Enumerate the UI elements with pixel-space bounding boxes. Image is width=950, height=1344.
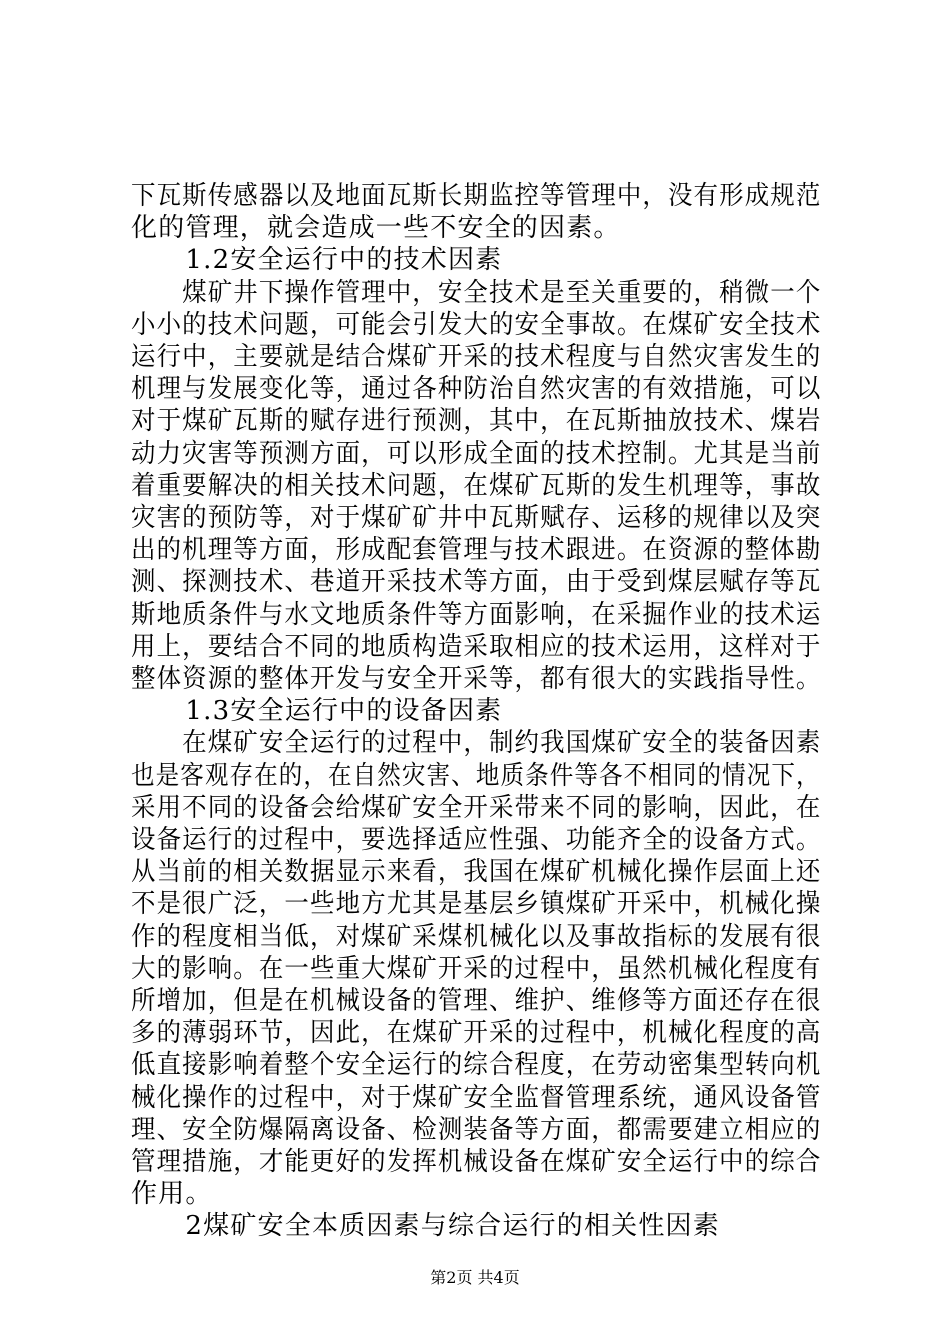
text-line: 机理与发展变化等，通过各种防治自然灾害的有效措施，可以 [131,374,822,405]
text-line: 运行中，主要就是结合煤矿开采的技术程度与自然灾害发生的 [131,342,822,372]
text-line: 也是客观存在的，在自然灾害、地质条件等各不相同的情况下， [131,760,821,791]
text-line: 所增加，但是在机械设备的管理、维护、维修等方面还存在很 [131,986,822,1016]
text-line: 管理措施，才能更好的发挥机械设备在煤矿安全运行中的综合 [131,1147,822,1177]
text-line: 斯地质条件与水文地质条件等方面影响，在采掘作业的技术运 [131,599,822,630]
text-line: 化的管理，就会造成一些不安全的因素。 [131,213,621,244]
text-line: 出的机理等方面，形成配套管理与技术跟进。在资源的整体勘 [131,535,822,566]
text-line: 在煤矿安全运行的过程中，制约我国煤矿安全的装备因素 [131,728,822,759]
text-line: 设备运行的过程中，要选择适应性强、功能齐全的设备方式。 [131,825,822,855]
text-line: 着重要解决的相关技术问题，在煤矿瓦斯的发生机理等，事故 [131,470,822,501]
text-line: 对于煤矿瓦斯的赋存进行预测，其中，在瓦斯抽放技术、煤岩 [131,406,822,437]
page-footer: 第2页 共4页 [430,1268,520,1287]
text-line: 动力灾害等预测方面，可以形成全面的技术控制。尤其是当前 [131,438,822,469]
text-line: 多的薄弱环节，因此，在煤矿开采的过程中，机械化程度的高 [131,1018,822,1049]
section-heading: 1.2安全运行中的技术因素 [131,245,503,276]
text-line: 从当前的相关数据显示来看，我国在煤矿机械化操作层面上还 [131,857,822,888]
text-line: 整体资源的整体开发与安全开采等，都有很大的实践指导性。 [131,664,822,694]
section-heading: 1.3安全运行中的设备因素 [131,696,503,727]
text-line: 不是很广泛，一些地方尤其是基层乡镇煤矿开采中，机械化操 [131,889,822,920]
section-heading: 2煤矿安全本质因素与综合运行的相关性因素 [131,1211,720,1242]
text-line: 煤矿井下操作管理中，安全技术是至关重要的，稍微一个 [131,277,822,308]
text-line: 低直接影响着整个安全运行的综合程度，在劳动密集型转向机 [131,1050,822,1081]
text-line: 作用。 [131,1179,213,1210]
text-line: 作的程度相当低，对煤矿采煤机械化以及事故指标的发展有很 [131,921,822,952]
text-line: 下瓦斯传感器以及地面瓦斯长期监控等管理中，没有形成规范 [131,181,822,211]
text-line: 械化操作的过程中，对于煤矿安全监督管理系统，通风设备管 [131,1082,822,1113]
text-line: 理、安全防爆隔离设备、检测装备等方面，都需要建立相应的 [131,1114,822,1145]
text-line: 采用不同的设备会给煤矿安全开采带来不同的影响，因此，在 [131,792,822,823]
text-line: 灾害的预防等，对于煤矿矿井中瓦斯赋存、运移的规律以及突 [131,503,822,533]
text-line: 大的影响。在一些重大煤矿开采的过程中，虽然机械化程度有 [131,953,822,984]
text-line: 用上，要结合不同的地质构造采取相应的技术运用，这样对于 [131,631,822,662]
text-line: 小小的技术问题，可能会引发大的安全事故。在煤矿安全技术 [131,309,822,340]
text-line: 测、探测技术、巷道开采技术等方面，由于受到煤层赋存等瓦 [131,567,822,598]
